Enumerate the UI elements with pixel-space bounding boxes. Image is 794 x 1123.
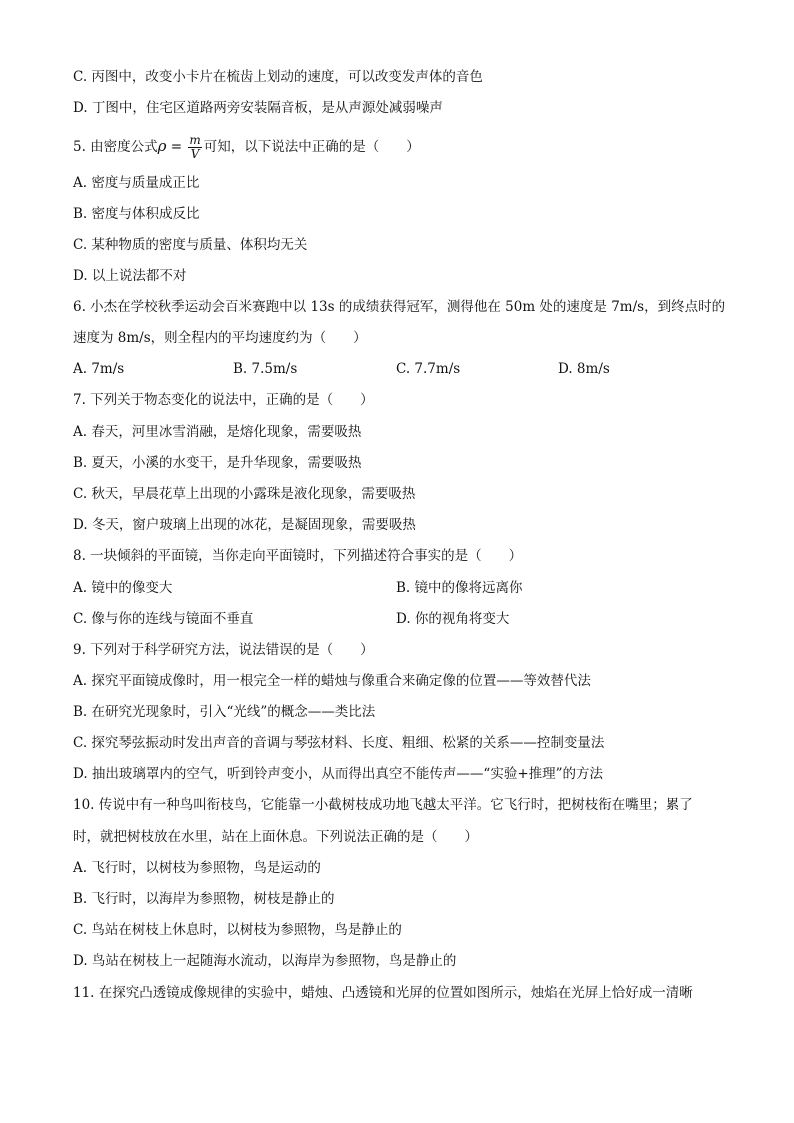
question-11-line-1: 11. 在探究凸透镜成像规律的实验中，蜡烛、凸透镜和光屏的位置如图所示，烛焰在光屏上恰好成一清晰 — [73, 985, 693, 1001]
equals-sign: = — [166, 139, 187, 155]
density-fraction — [188, 134, 201, 161]
option-6b: B. 7.5m/s — [233, 361, 298, 377]
option-9d: D. 抽出玻璃罩内的空气，听到铃声变小，从而得出真空不能传声——“实验+推理”的方法 — [73, 766, 604, 782]
option-4d: D. 丁图中，住宅区道路两旁安装隔音板，是从声源处减弱噪声 — [73, 100, 443, 116]
option-10c: C. 鸟站在树枝上休息时，以树枝为参照物，鸟是静止的 — [73, 922, 402, 938]
question-6-line-2: 速度为 8m/s，则全程内的平均速度约为（ ） — [73, 330, 367, 346]
option-5d: D. 以上说法都不对 — [73, 268, 187, 284]
option-6d: D. 8m/s — [558, 361, 610, 377]
question-8: 8. 一块倾斜的平面镜，当你走向平面镜时，下列描述符合事实的是（ ） — [73, 548, 523, 564]
option-9c: C. 探究琴弦振动时发出声音的音调与琴弦材料、长度、粗细、松紧的关系——控制变量法 — [73, 735, 605, 751]
question-5-suffix: 可知，以下说法中正确的是（ ） — [203, 139, 420, 155]
option-8c: C. 像与你的连线与镜面不垂直 — [73, 611, 254, 627]
option-7c: C. 秋天，早晨花草上出现的小露珠是液化现象，需要吸热 — [73, 486, 416, 502]
option-7b: B. 夏天，小溪的水变干，是升华现象，需要吸热 — [73, 455, 362, 471]
question-5 — [73, 134, 420, 161]
option-5c: C. 某种物质的密度与质量、体积均无关 — [73, 237, 308, 253]
option-10d: D. 鸟站在树枝上一起随海水流动，以海岸为参照物，鸟是静止的 — [73, 953, 457, 969]
option-5b: B. 密度与体积成反比 — [73, 206, 200, 222]
question-9: 9. 下列对于科学研究方法，说法错误的是（ ） — [73, 642, 374, 658]
option-10a: A. 飞行时，以树枝为参照物，鸟是运动的 — [73, 860, 321, 876]
question-5-prefix: 5. 由密度公式 — [73, 139, 158, 155]
density-symbol: ρ — [157, 137, 167, 155]
option-7a: A. 春天，河里冰雪消融，是熔化现象，需要吸热 — [73, 424, 362, 440]
option-8d: D. 你的视角将变大 — [396, 611, 510, 627]
fraction-denominator: V — [190, 147, 200, 161]
option-8a: A. 镜中的像变大 — [73, 580, 173, 596]
option-6a: A. 7m/s — [73, 361, 125, 377]
option-8b: B. 镜中的像将远离你 — [396, 580, 523, 596]
option-6c: C. 7.7m/s — [396, 361, 461, 377]
option-9a: A. 探究平面镜成像时，用一根完全一样的蜡烛与像重合来确定像的位置——等效替代法 — [73, 673, 591, 689]
fraction-numerator: m — [189, 133, 201, 147]
question-6-line-1: 6. 小杰在学校秋季运动会百米赛跑中以 13s 的成绩获得冠军，测得他在 50m 处的速度是 7m/s，到终点时的 — [73, 299, 726, 315]
question-10-line-2: 时，就把树枝放在水里，站在上面休息。下列说法正确的是（ ） — [73, 829, 478, 845]
option-9b: B. 在研究光现象时，引入“光线”的概念——类比法 — [73, 704, 376, 720]
option-7d: D. 冬天，窗户玻璃上出现的冰花，是凝固现象，需要吸热 — [73, 517, 416, 533]
option-10b: B. 飞行时，以海岸为参照物，树枝是静止的 — [73, 891, 335, 907]
option-5a: A. 密度与质量成正比 — [73, 175, 200, 191]
question-10-line-1: 10. 传说中有一种鸟叫衔枝鸟，它能靠一小截树枝成功地飞越太平洋。它飞行时，把树枝衔在嘴里；累了 — [73, 797, 693, 813]
question-7: 7. 下列关于物态变化的说法中，正确的是（ ） — [73, 392, 374, 408]
option-4c: C. 丙图中，改变小卡片在梳齿上划动的速度，可以改变发声体的音色 — [73, 69, 483, 85]
